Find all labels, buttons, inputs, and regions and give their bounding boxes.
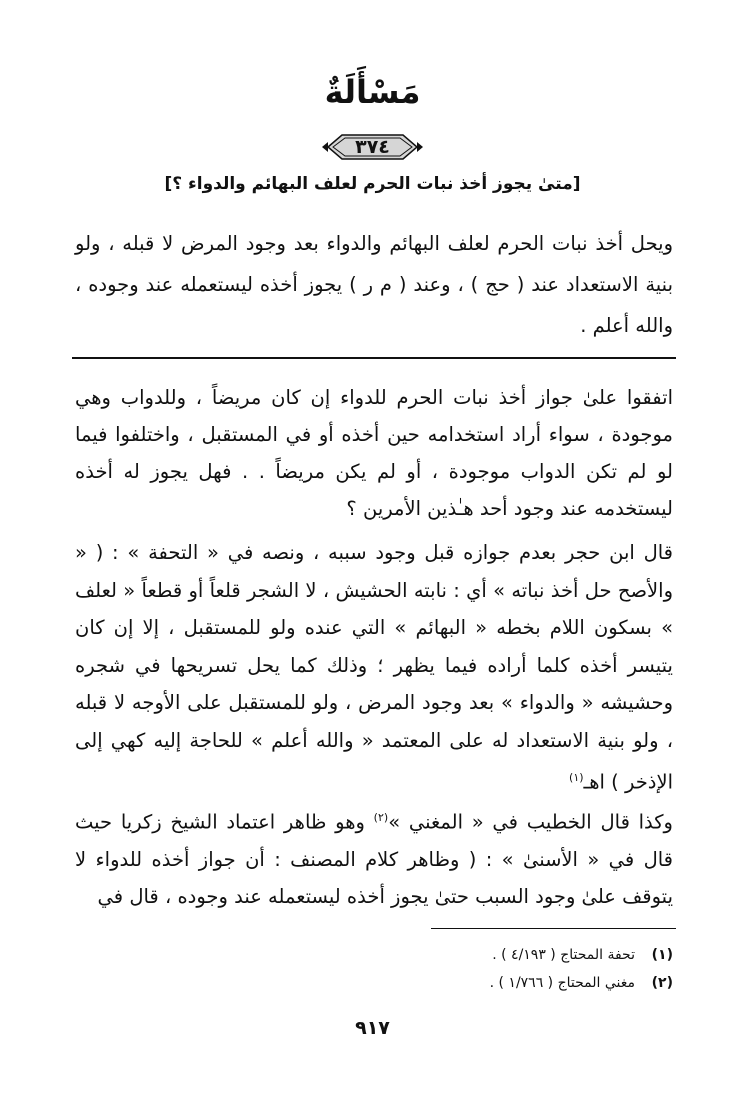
masala-heading: مَسْأَلَةٌ [324,73,421,111]
page-number: ٩١٧ [355,1017,390,1039]
issue-number: ٣٧٤ [355,136,390,158]
footnote-2: (٢)مغني المحتاج ( ١/٧٦٦ ) . [489,975,673,991]
footnotes [75,941,673,997]
issue-question: [متىٰ يجوز أخذ نبات الحرم لعلف البهائم والدواء ؟] [164,174,581,194]
footnote-ref-2[interactable]: (٢) [373,811,389,824]
footnote-ref-1[interactable]: (١) [569,771,584,784]
footnote-1: (١)تحفة المحتاج ( ٤/١٩٣ ) . [492,947,673,963]
separator-rule [72,357,676,359]
commentary-paragraph-3: وكذا قال الخطيب في « المغني »$^{(٢)}$ وهو ظاهر اعتماد الشيخ زكريا حيث قال في « الأسنىٰ » : ( وظاهر كلام المصنف : أن جواز أخذه للدواء لا يتوقف علىٰ وجود السبب حتىٰ يجوز أخذه ليستعمله عند وجوده ، قال في [75,810,673,908]
tuhfa-quote: قال ابن حجر بعدم جوازه قبل وجود سببه ، ونصه في « التحفة » : ( « والأصح حل أخذ نباته » أي : نابته الحشيش ، لا الشجر قلعاً أو قطعاً « لعلف » بسكون اللام بخطه « البهائم » التي عنده ولو للمستقبل ، إلا إن كان يتيسر أخذه كلما أراده فيما يظهر ؛ وذلك كما يحل تسريحها في شجره وحشيشه « والدواء » بعد وجود المرض ، ولو للمستقبل على الأوجه لا قبله ، ولو بنية الاستعداد له على المعتمد « والله أعلم » للحاجة إليه كهي إلى الإذخر ) اهـ [75,541,673,794]
matn-text: ويحل أخذ نبات الحرم لعلف البهائم والدواء بعد وجود المرض لا قبله ، ولو بنية الاستعداد عند ( حج ) ، وعند ( م ر ) يجوز أخذه ليستعمله عند وجوده ، والله أعلم . [75,232,673,337]
footnote-rule [431,928,676,929]
issue-number-banner [322,134,423,160]
commentary-paragraph-1: اتفقوا علىٰ جواز أخذ نبات الحرم للدواء إن كان مريضاً ، وللدواب وهي موجودة ، سواء أراد استخدامه حين أخذه أو في المستقبل ، واختلفوا فيما لو لم تكن الدواب موجودة ، أو لم يكن مريضاً . . فهل يجوز له أخذه ليستخدمه عند وجود أحد هـٰذين الأمرين ؟ [75,386,673,520]
commentary-paragraph-2 [75,534,673,801]
